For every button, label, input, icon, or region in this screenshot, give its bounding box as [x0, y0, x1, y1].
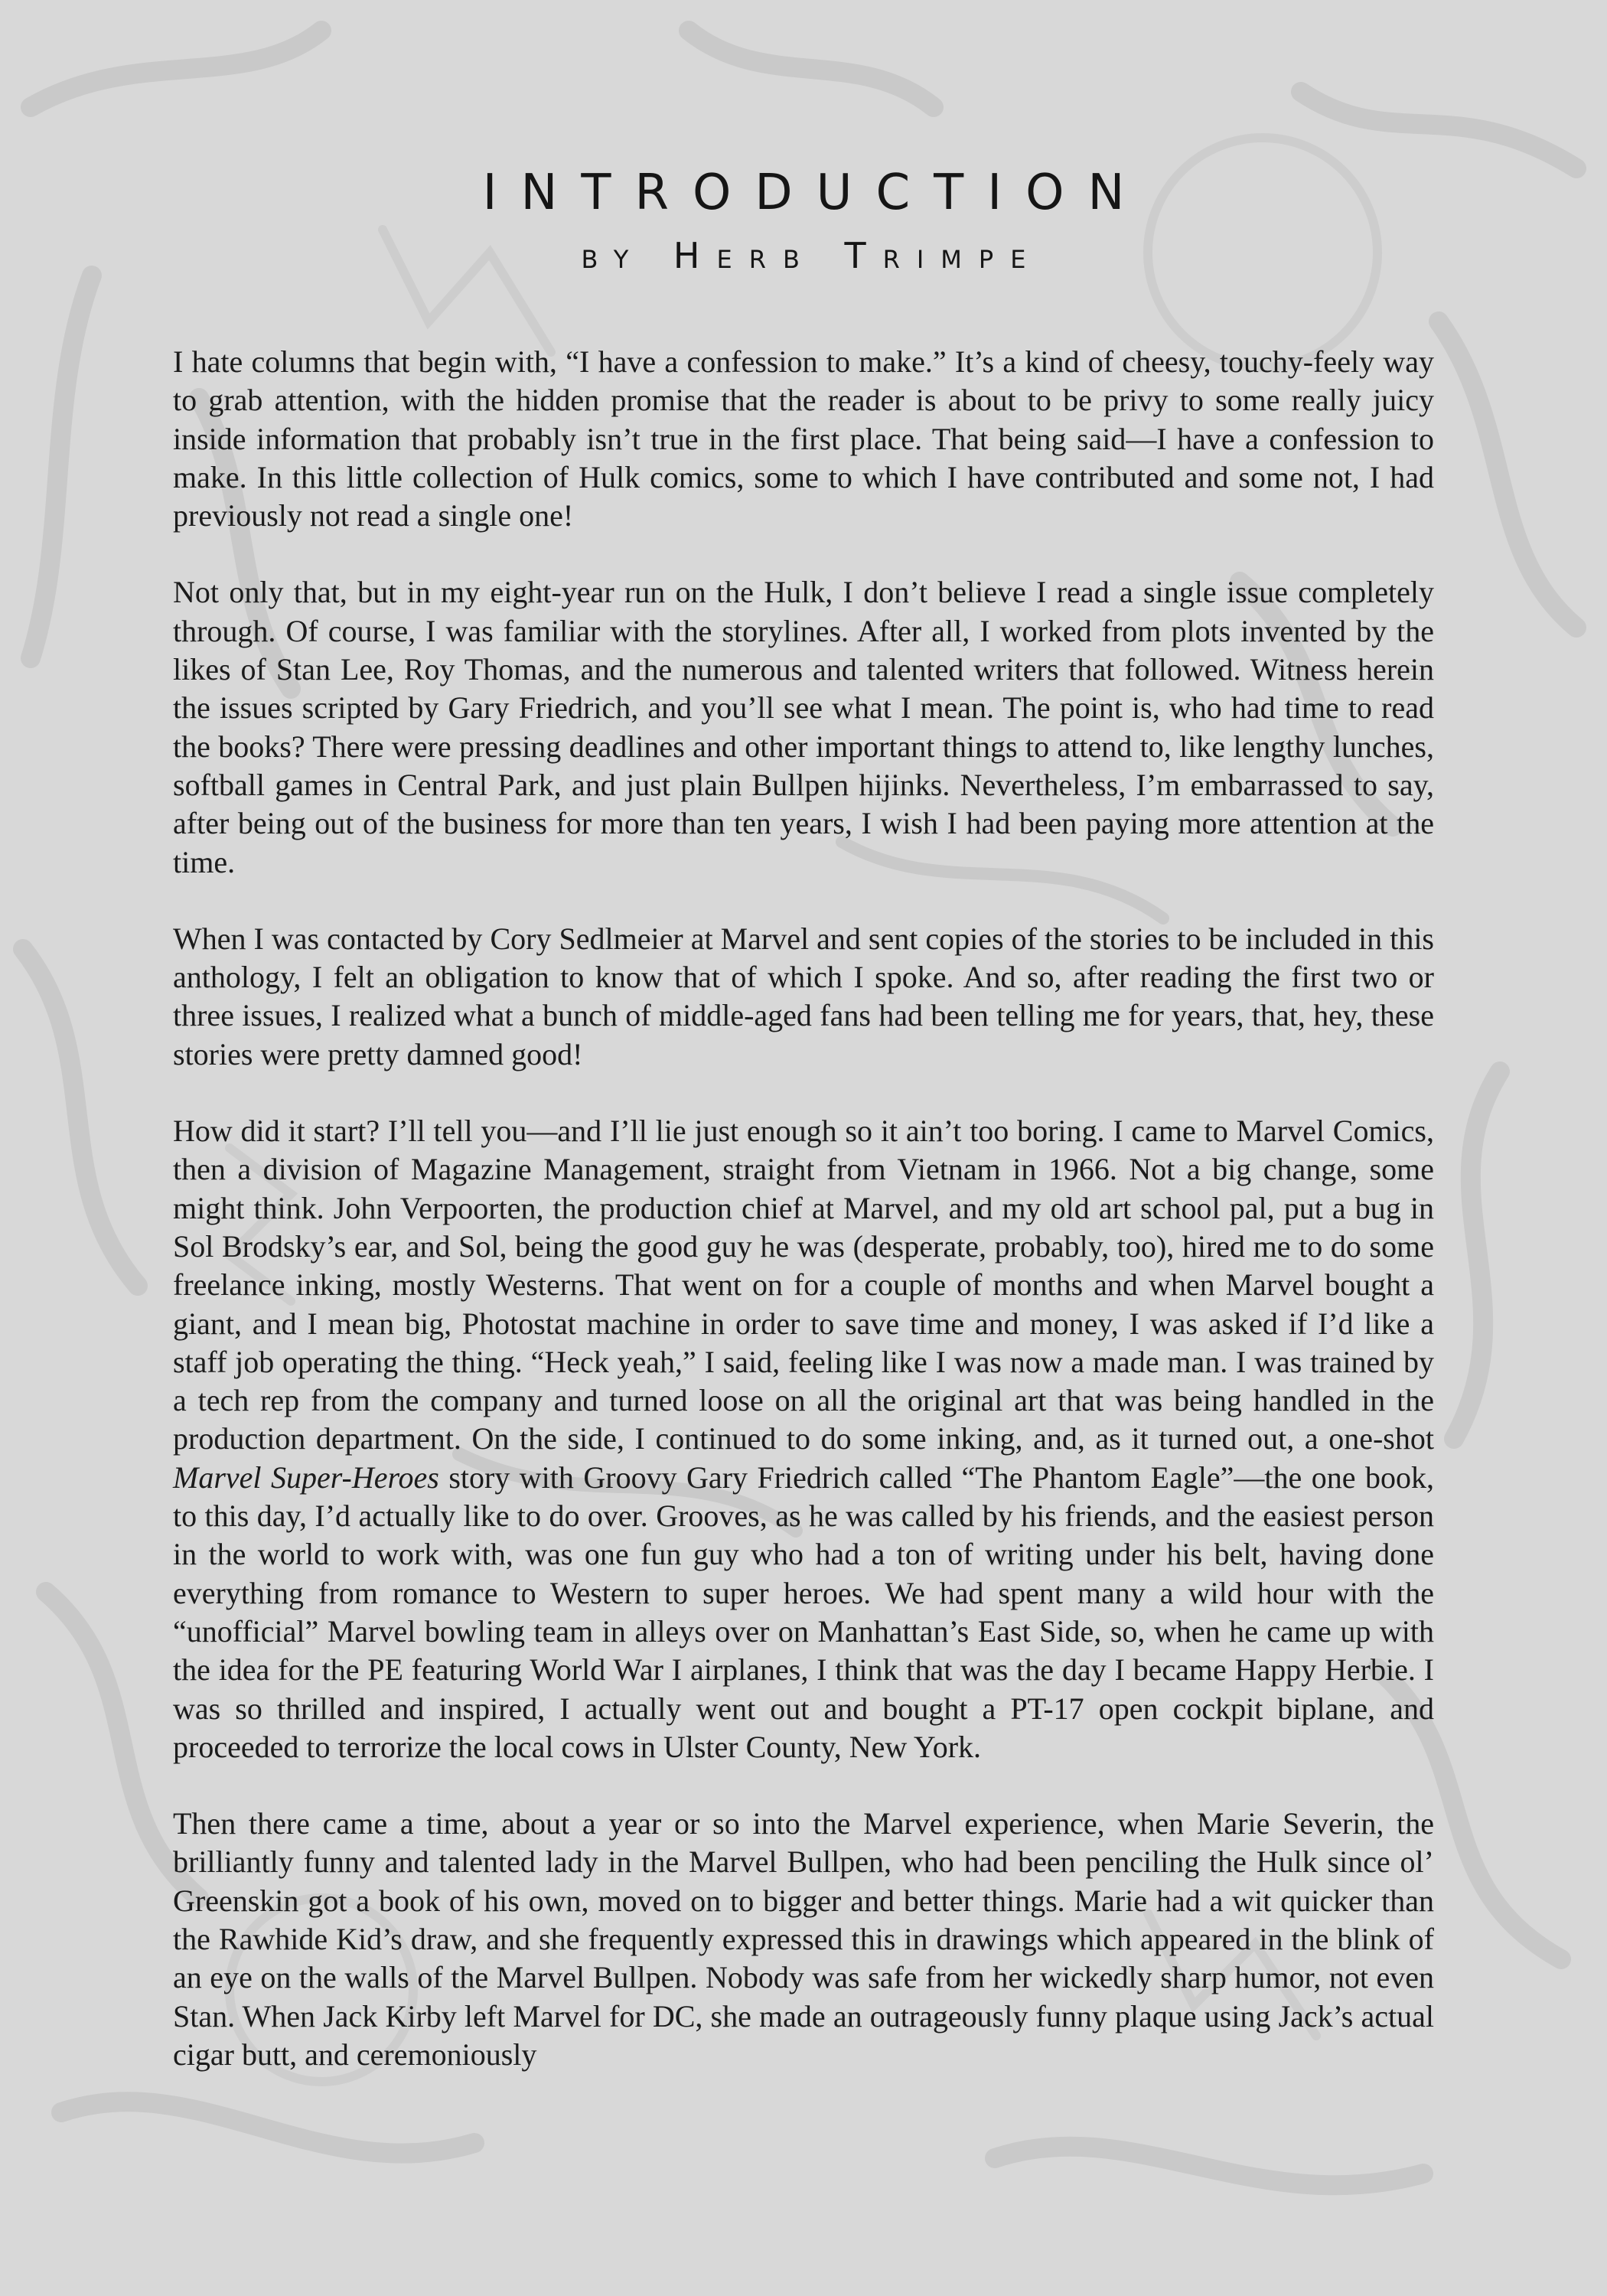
article-page	[173, 161, 1434, 2112]
paragraph-4	[173, 1112, 1434, 1766]
paragraph-3: When I was contacted by Cory Sedlmeier at Marvel and sent copies of the stories to be included in this anthology, I felt an obligation to know that of which I spoke. And so, after reading the first two or three issues, I realized what a bunch of middle-aged fans had been telling me for years, that, hey, these stories were pretty damned good!	[173, 921, 1434, 1071]
author-byline: by Herb Trimpe	[581, 235, 1043, 276]
paragraph-4-text-end: story with Groovy Gary Friedrich called “The Phantom Eagle”—the one book, to this day, I’d actually like to do over. Grooves, as he was called by his friends, and the easiest person in the world to work with, was one fun guy who had a ton of writing under his belt, having done everything from romance to Western to super heroes. We had spent many a wild hour with the “unofficial” Marvel bowling team in alleys over on Manhattan’s East Side, so, when he came up with the idea for the PE featuring World War I airplanes, I think that was the day I became Happy Herbie. I was so thrilled and inspired, I actually went out and bought a PT-17 open cockpit biplane, and proceeded to terrorize the local cows in Ulster County, New York.	[173, 1459, 1434, 1764]
paragraph-5: Then there came a time, about a year or so into the Marvel experience, when Marie Severin, the brilliantly funny and talented lady in the Marvel Bullpen, who had been penciling the Hulk since ol’ Greenskin got a book of his own, moved on to bigger and better things. Marie had a wit quicker than the Rawhide Kid’s draw, and she frequently expressed this in drawings which appeared in the blink of an eye on the walls of the Marvel Bullpen. Nobody was safe from her wickedly sharp humor, not even Stan. When Jack Kirby left Marvel for DC, she made an outrageously funny plaque using Jack’s actual cigar butt, and ceremoniously	[173, 1806, 1434, 2072]
article-body	[173, 343, 1434, 2074]
page-title: INTRODUCTION	[482, 165, 1149, 221]
paragraph-4-text-start: How did it start? I’ll tell you—and I’ll lie just enough so it ain’t too boring. I came to Marvel Comics, then a division of Magazine Management, straight from Vietnam in 1966. Not a big change, some might think. John Verpoorten, the production chief at Marvel, and my old art school pal, put a bug in Sol Brodsky’s ear, and Sol, being the good guy he was (desperate, probably, too), hired me to do some freelance inking, mostly Westerns. That went on for a couple of months and when Marvel bought a giant, and I mean big, Photostat machine in order to save time and money, I was asked if I’d like a staff job operating the thing. “Heck yeah,” I said, feeling like I was now a made man. I was trained by a tech rep from the company and turned loose on all the original art that was being handled in the production department. On the side, I continued to do some inking, and, as it turned out, a one-shot	[173, 1114, 1434, 1456]
italic-book-title: Marvel Super-Heroes	[173, 1459, 439, 1495]
paragraph-1: I hate columns that begin with, “I have a confession to make.” It’s a kind of cheesy, touchy-feely way to grab attention, with the hidden promise that the reader is about to be privy to some really juicy inside information that probably isn’t true in the first place. That being said—I have a confession to make. In this little collection of Hulk comics, some to which I have contributed and some not, I had previously not read a single one!	[173, 344, 1434, 533]
paragraph-2: Not only that, but in my eight-year run on the Hulk, I don’t believe I read a single issue completely through. Of course, I was familiar with the storylines. After all, I worked from plots invented by the likes of Stan Lee, Roy Thomas, and the numerous and talented writers that followed. Witness herein the issues scripted by Gary Friedrich, and you’ll see what I mean. The point is, who had time to read the books? There were pressing deadlines and other important things to attend to, like lengthy lunches, softball games in Central Park, and just plain Bullpen hijinks. Nevertheless, I’m embarrassed to say, after being out of the business for more than ten years, I wish I had been paying more attention at the time.	[173, 575, 1434, 879]
